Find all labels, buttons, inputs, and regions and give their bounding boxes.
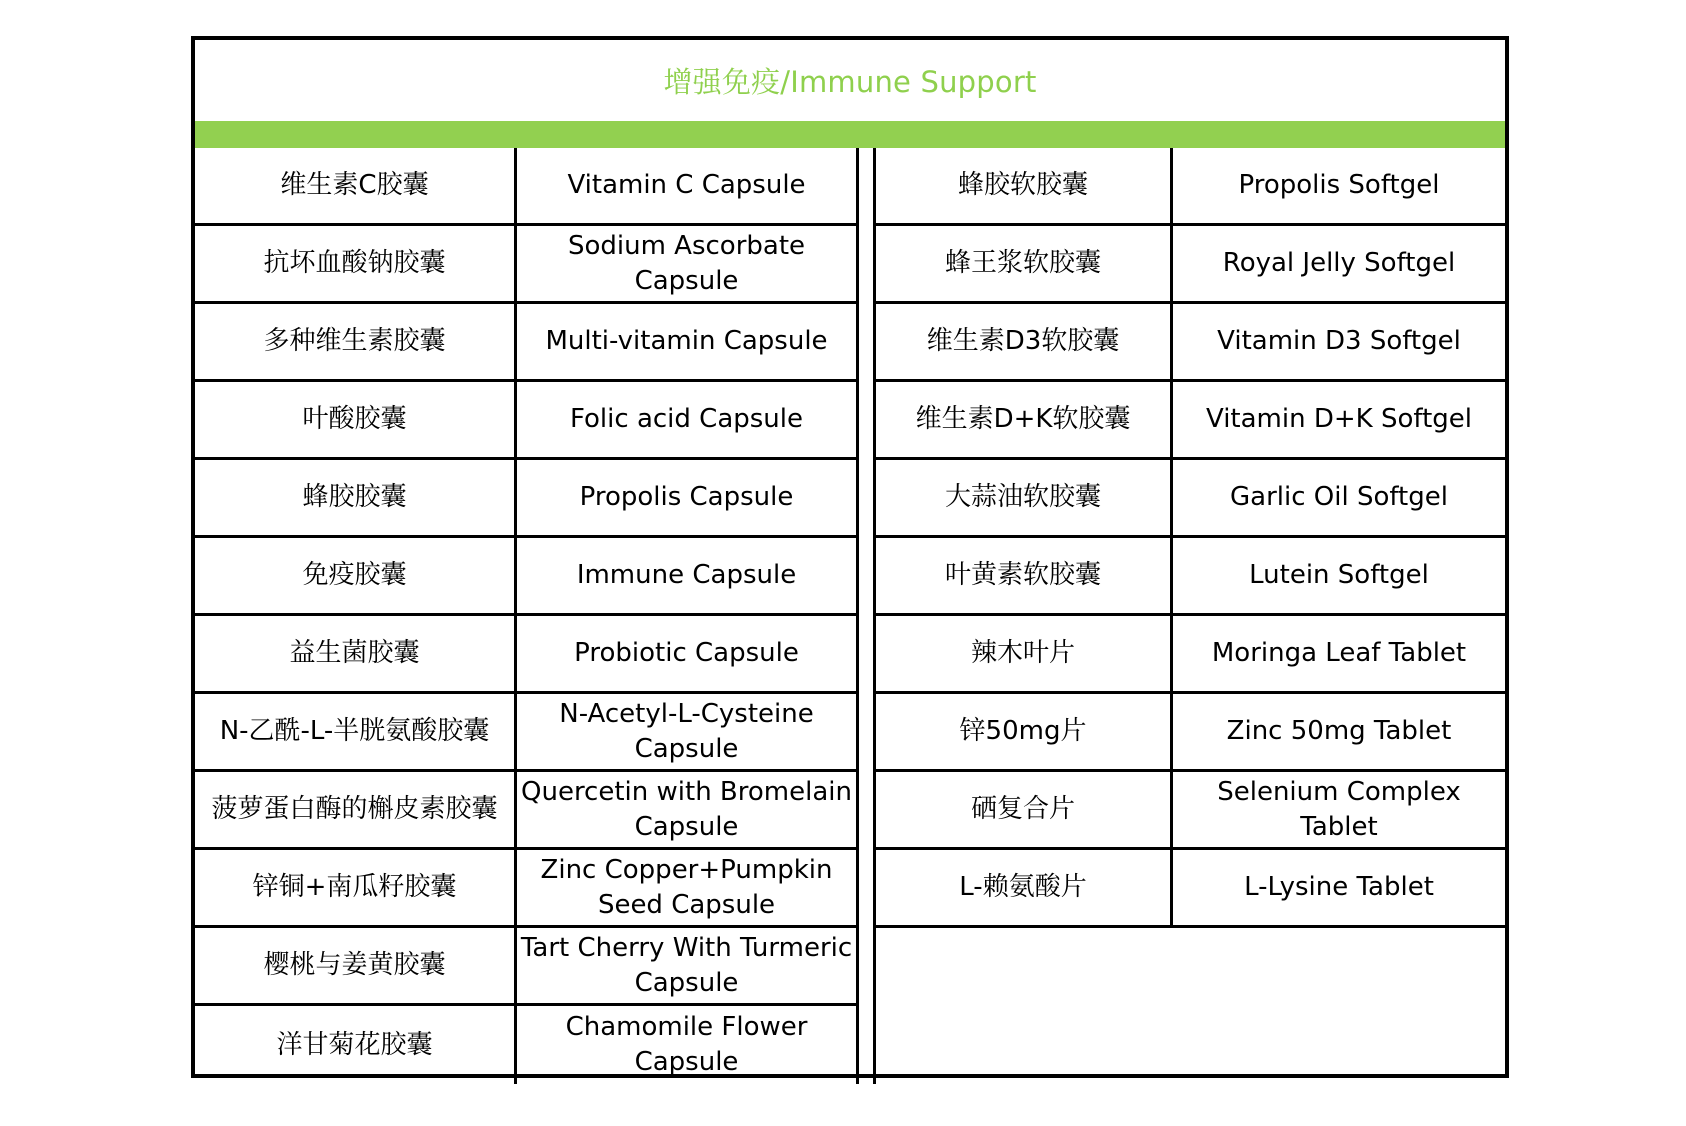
table-cell-zh: 蜂胶软胶囊 — [876, 148, 1173, 226]
table-cell-en: Vitamin D3 Softgel — [1173, 304, 1505, 382]
table-cell-zh: 叶黄素软胶囊 — [876, 538, 1173, 616]
table-cell-zh: 抗坏血酸钠胶囊 — [195, 226, 517, 304]
table-cell-en: Multi-vitamin Capsule — [517, 304, 859, 382]
table-cell-en: Selenium Complex Tablet — [1173, 772, 1505, 850]
table-cell-en: Moringa Leaf Tablet — [1173, 616, 1505, 694]
table-cell-zh: 锌50mg片 — [876, 694, 1173, 772]
table-cell-zh: 樱桃与姜黄胶囊 — [195, 928, 517, 1006]
empty-area — [876, 928, 1505, 1078]
column-divider — [859, 148, 876, 1084]
page-title: 增强免疫/Immune Support — [663, 65, 1037, 99]
table-cell-zh: 辣木叶片 — [876, 616, 1173, 694]
table-cell-zh: 益生菌胶囊 — [195, 616, 517, 694]
product-table-frame — [191, 36, 1509, 1078]
table-cell-en: Zinc Copper+Pumpkin Seed Capsule — [517, 850, 859, 928]
table-cell-zh: 洋甘菊花胶囊 — [195, 1006, 517, 1084]
table-cell-en: Sodium Ascorbate Capsule — [517, 226, 859, 304]
table-cell-en: Quercetin with Bromelain Capsule — [517, 772, 859, 850]
table-cell-zh: 硒复合片 — [876, 772, 1173, 850]
table-cell-zh: 维生素D3软胶囊 — [876, 304, 1173, 382]
table-cell-zh: 锌铜+南瓜籽胶囊 — [195, 850, 517, 928]
table-cell-zh: 叶酸胶囊 — [195, 382, 517, 460]
table-cell-en: Chamomile Flower Capsule — [517, 1006, 859, 1084]
accent-bar — [195, 121, 1505, 148]
table-cell-zh: 多种维生素胶囊 — [195, 304, 517, 382]
table-cell-zh: 菠萝蛋白酶的槲皮素胶囊 — [195, 772, 517, 850]
table-cell-en: Propolis Capsule — [517, 460, 859, 538]
table-cell-zh: N-乙酰-L-半胱氨酸胶囊 — [195, 694, 517, 772]
table-cell-zh: 维生素C胶囊 — [195, 148, 517, 226]
table-cell-en: L-Lysine Tablet — [1173, 850, 1505, 928]
table-cell-zh: 维生素D+K软胶囊 — [876, 382, 1173, 460]
table-cell-zh: 蜂胶胶囊 — [195, 460, 517, 538]
table-cell-en: Propolis Softgel — [1173, 148, 1505, 226]
table-cell-en: Tart Cherry With Turmeric Capsule — [517, 928, 859, 1006]
table-cell-en: N-Acetyl-L-Cysteine Capsule — [517, 694, 859, 772]
table-cell-en: Immune Capsule — [517, 538, 859, 616]
table-cell-en: Vitamin C Capsule — [517, 148, 859, 226]
left-product-table — [195, 148, 859, 1084]
table-cell-en: Vitamin D+K Softgel — [1173, 382, 1505, 460]
table-cell-en: Probiotic Capsule — [517, 616, 859, 694]
right-product-table — [876, 148, 1505, 928]
table-cell-zh: 免疫胶囊 — [195, 538, 517, 616]
table-cell-zh: 大蒜油软胶囊 — [876, 460, 1173, 538]
table-cell-zh: L-赖氨酸片 — [876, 850, 1173, 928]
table-cell-en: Folic acid Capsule — [517, 382, 859, 460]
table-cell-en: Garlic Oil Softgel — [1173, 460, 1505, 538]
table-cell-zh: 蜂王浆软胶囊 — [876, 226, 1173, 304]
table-cell-en: Lutein Softgel — [1173, 538, 1505, 616]
table-cell-en: Royal Jelly Softgel — [1173, 226, 1505, 304]
table-cell-en: Zinc 50mg Tablet — [1173, 694, 1505, 772]
